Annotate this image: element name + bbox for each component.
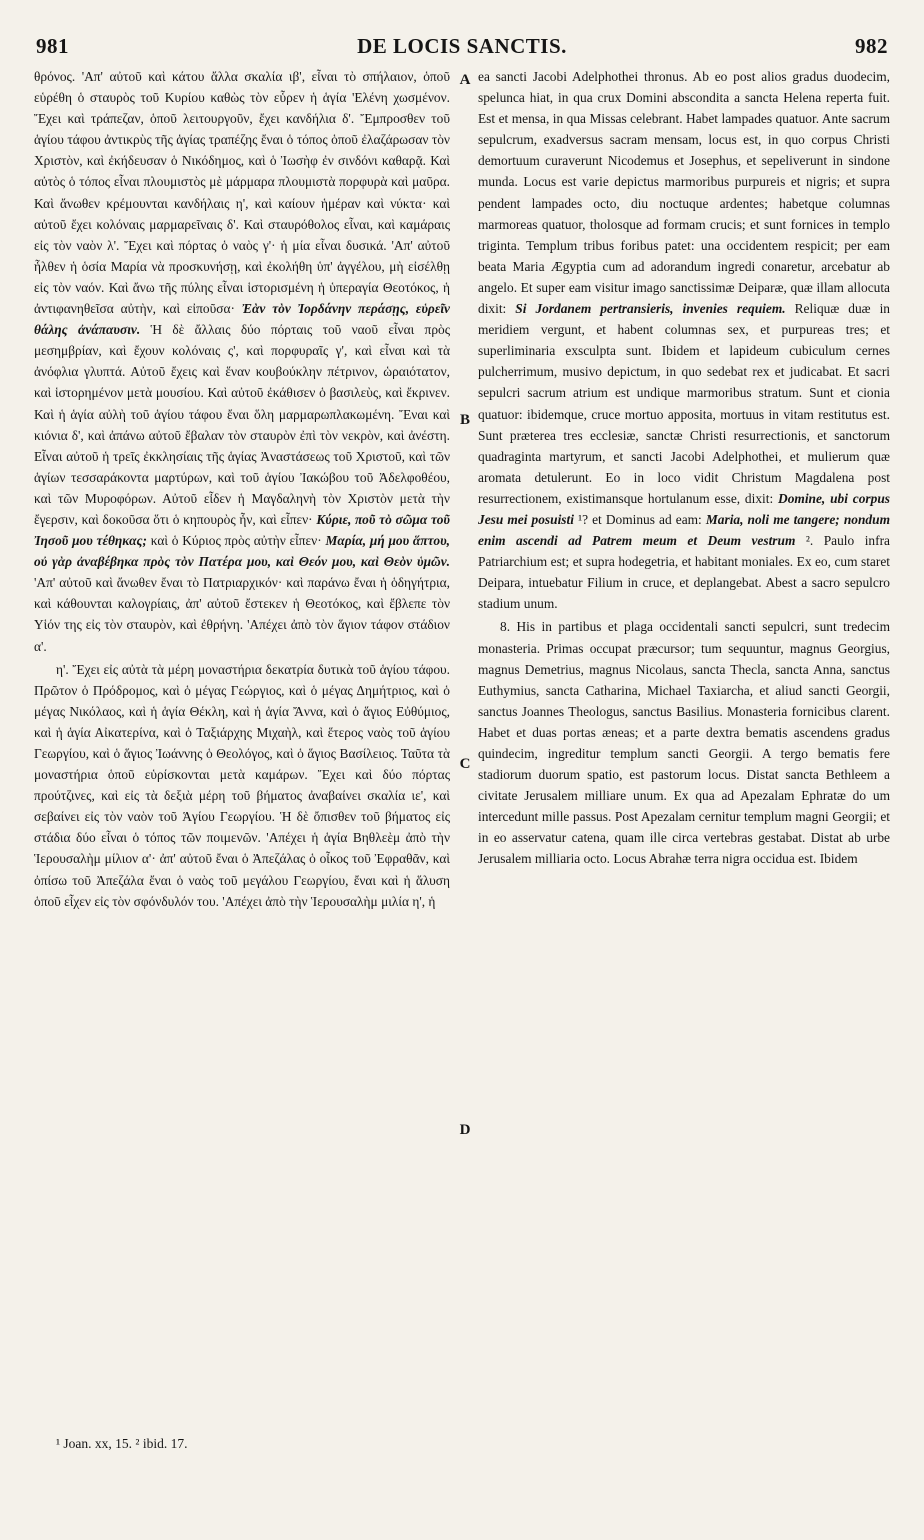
- greek-text-1: θρόνος. 'Απ' αὐτοῦ καὶ κάτου ἄλλα σκαλία ιβ', εἶναι τὸ σπήλαιον, ὁποῦ εὑρέθη ὁ σταυρὸς τοῦ Κυρίου καθὼς τὸν εὗρεν ἡ ἁγία 'Ελένη χωσμένον. Ἔχει καὶ τράπεζαν, ὁποῦ λειτουργοῦν, ἔχει κανδήλια δ'. Ἔμπροσθεν τοῦ ἁγίου τάφου ἀντικρὺς τῆς ἁγίας τραπέζης ἔναι ὁ τόπος ὁποῦ ἐλαζάρωσαν τὸν Χριστὸν, καὶ ἐκήδευσαν ὁ Νικόδημος, καὶ ὁ Ἰωσὴφ ἐν σινδόνι καθαρᾷ. Καὶ αὐτὸς ὁ τόπος εἶναι πλουμιστὸς μὲ μάρμαρα πλουμιστὰ πορφυρὰ καὶ μαῦρα. Καὶ ἄνωθεν κρέμουνται κανδήλαις η', καὶ καίουν ἡμέραν καὶ νύκτα· καὶ αὐτοῦ ἔχει κολόναις μαρμαρεῖναις δ'. Καὶ σταυρόθολος εἶναι, καὶ καμάραις εἰς τὸν ναὸν λ'. Ἔχει καὶ πόρτας ὁ ναὸς γ'· ἡ μία εἶναι δυσικά. 'Απ' αὐτοῦ ἦλθεν ἡ ὁσία Μαρία νὰ προσκυνήσῃ, καὶ ἐκολήθη ὑπ' ἀγγέλου, μὴ εἰσέλθῃ εἰς τὸν ναόν. Καὶ ἄνω τῆς πύλης εἶναι ἱστορισμένη ἡ ὑπεραγία Θεοτόκος, ἡ ἀντιφανηθεῖσα αὐτὴν, καὶ εἰποῦσα·: [34, 69, 450, 317]
- margin-marker-d: D: [459, 1122, 471, 1138]
- latin-quote-3: Maria, noli me tangere; nondum enim ascendi ad Patrem meum et Deum vestrum: [478, 511, 890, 549]
- greek-paragraph: [34, 66, 450, 657]
- greek-quote-3: Μαρία, μή μου ἅπτου, οὐ γὰρ ἀναβέβηκα πρὸς τὸν Πατέρα μου, καὶ Θεόν μου, καὶ Θεὸν ὑμῶν.: [34, 533, 450, 570]
- latin-text-4: ². Paulo infra Patriarchium est; et supra hodegetria, et habitant moniales. Ex eo, cum staret Deipara, intuebatur Filium in cruce, et deplangebat. Abest a sacro sepulcro stadium unum.: [478, 533, 890, 612]
- latin-text-2: Reliquæ duæ in meridiem vergunt, et habent columnas sex, et purpureas tres; et superliminaria exsculpta sunt. Ibidem et lapideum cubiculum cernes pulcherrimum, musivo depictum, in quo sedebat rex et judicabat. Et sacri sepulcri sacrum atrium est undique marmoribus stratum. Sunt et cionia quatuor: ibidemque, cruce mortuo apposita, mortuus in vitam restitutus est. Sunt præterea tres ecclesiæ, sanctæ Christi resurrectionis, et sanctorum quadraginta martyrum, et sancti Jacobi Adelphothei, et mulierum quæ aromata detulerunt. Eo in loco vidit Christum Magdalena post resurrectionem, existimansque hortulanum esse, dixit:: [478, 301, 890, 506]
- greek-quote-1: Ἐὰν τὸν Ἰορδάνην περάσῃς, εὑρεῖν θάλης ἀνάπαυσιν.: [34, 301, 450, 338]
- latin-text-3: ¹? et Dominus ad eam:: [578, 511, 702, 527]
- left-page-number: 981: [36, 34, 69, 58]
- greek-section-8: η'. Ἔχει εἰς αὐτὰ τὰ μέρη μοναστήρια δεκατρία δυτικὰ τοῦ ἁγίου τάφου. Πρῶτον ὁ Πρόδρομος, καὶ ὁ μέγας Γεώργιος, καὶ ὁ μέγας Δημήτριος, καὶ ὁ μέγας Νικόλαος, καὶ ἡ ἁγία Θέκλη, καὶ ἡ ἁγία Ἄννα, καὶ ὁ ἅγιος Εὐθύμιος, καὶ ἡ ἁγία Αἰκατερίνα, καὶ ὁ Ταξιάρχης Μιχαὴλ, καὶ ἕτερος ναὸς τοῦ ἁγίου Γεωργίου, καὶ ὁ ἅγιος Ἰωάννης ὁ Θεολόγος, καὶ ὁ ἅγιος Βασίλειος. Ταῦτα τὰ μοναστήρια ὁποῦ εὑρίσκονται μετὰ καμάρων. Ἔχει καὶ δύο πόρτας προύτζινες, καὶ εἰς τὰ δεξιὰ μέρη τοῦ βήματος ἀναβαίνει σκαλία ιε', καὶ σεβαίνει εἰς τὸν ναὸν τοῦ Ἁγίου Γεωργίου. Ἡ δὲ ὄπισθεν τοῦ βήματος εἰς στάδια δύο εἶναι ὁ τόπος τῶν ποιμενῶν. 'Απέχει ἡ ἁγία Βηθλεὲμ ἀπὸ τὴν Ἱερουσαλὴμ μίλιον α'· ἀπ' αὐτοῦ ἔναι ὁ Ἀπεζάλας ὁ οἶκος τοῦ Ἐφραθᾶν, καὶ ὀπίσω τοῦ Ἀπεζάλα ἔναι ὁ ναὸς τοῦ μεγάλου Γεωργίου, ἔναι καὶ ἡ ἅλυση ὁποῦ εἶχεν εἰς τὸν σφόνδυλόν του. 'Απέχει ἀπὸ τὴν Ἱερουσαλὴμ μιλία η', ἡ: [34, 661, 450, 909]
- latin-column: [478, 66, 890, 870]
- greek-quote-2: Κύριε, ποῦ τὸ σῶμα τοῦ Ἰησοῦ μου τέθηκας;: [34, 511, 450, 549]
- margin-marker-c: C: [459, 756, 471, 772]
- running-title: DE LOCIS SANCTIS.: [357, 34, 567, 58]
- page-header: [36, 34, 888, 58]
- greek-column: [34, 66, 450, 912]
- greek-text-4: 'Απ' αὐτοῦ καὶ ἄνωθεν ἔναι τὸ Πατριαρχικόν· καὶ παράνω ἔναι ἡ ὁδηγήτρια, καὶ κάθουνται καλογρίαις, ἀπ' αὐτοῦ ἔστεκεν ἡ Θεοτόκος, καὶ ἔβλεπε τὸν Υἱόν της εἰς τὸν σταυρὸν, καὶ ἐθρήνη. 'Απέχει ἀπὸ τὸν ἅγιον τάφον στάδιον α'.: [34, 575, 450, 654]
- right-page-number: 982: [855, 34, 888, 58]
- greek-text-3: καὶ ὁ Κύριος πρὸς αὐτὴν εἶπεν·: [150, 533, 322, 549]
- footnotes: ¹ Joan. xx, 15. ² ibid. 17.: [56, 1436, 188, 1451]
- latin-quote-1: Si Jordanem pertransieris, invenies requiem.: [515, 301, 786, 317]
- margin-marker-b: B: [459, 412, 470, 428]
- latin-quote-2: Domine, ubi corpus Jesu mei posuisti: [478, 490, 890, 527]
- latin-section-8: 8. His in partibus et plaga occidentali sancti sepulcri, sunt tredecim monasteria. Primas occupat præcursor; tum sequuntur, magnus Georgius, magnus Demetrius, magnus Nicolaus, sancta Thecla, sancta Anna, sanctus Euthymius, sancta Catharina, Michael Taxiarcha, et aliud sancti Georgii, sanctus Joannes Theologus, sanctus Basilius. Monasteria fornicibus clarent. Habet et duas portas æneas; et a parte dextra bematis ascendens gradus quindecim, ingreditur templum sancti Georgii. A tergo bematis fere stadiorum duorum spatio, est pastorum locus. Distat sancta Bethleem a civitate Jerusalem milliare unum. Ex qua ad Apezalam Ephratæ do um intercedunt mille passus. Post Apezalam cernitur templum magni Georgii; et in eo asservatur catena, quam ille circa vertebras gestabat. Distat ab urbe Jerusalem milliaria octo. Locus Abrahæ terra nigra occidua est. Ibidem: [478, 619, 890, 867]
- latin-paragraph: [478, 66, 890, 614]
- latin-text-1: ea sancti Jacobi Adelphothei thronus. Ab eo post alios gradus duodecim, spelunca hiat, in qua crux Domini abscondita a sancta Helena reperta fuit. Est et mensa, in qua Missas celebrant. Habet lampades quatuor. Ante sacrum sepulcrum, exadversus sacram mensam, locus est, in quo corpus Christi demortuum curaverunt Nicodemus et Josephus, et sepeliverunt in sindone munda. Locus est varie depictus marmoribus purpureis et nigris; et supra pendent lampades octo, diu noctuque ardentes; habetque columnas marmoreas quatuor, tholosque ad formam crucis; et sunt fornices in templo triginta. Templum tribus foribus patet: una occidentem respicit; per eam beata Maria Ægyptia cum ad adorandum ingredi conaretur, arcebatur ab angelo. Et super eam visitur imago sanctissimæ Deiparæ, quæ illam allocuta dixit:: [478, 69, 890, 317]
- margin-marker-a: A: [459, 72, 471, 88]
- greek-text-2: Ἡ δὲ ἄλλαις δύο πόρταις τοῦ ναοῦ εἶναι πρὸς μεσημβρίαν, καὶ ἔχουν κολόναις ς', καὶ πορφυραῖς γ', καὶ εἶναι καὶ τὰ ἀνόφλια γλυπτά. Αὐτοῦ ἔχεις καὶ ἕναν κουβούκλην πέτρινον, ὡραιότατον, καὶ ἱστορημένον μετὰ μουσίου. Καὶ αὐτοῦ ἐκάθισεν ὁ βασιλεὺς, καὶ ἔκρινεν. Καὶ ἡ ἁγία αὐλὴ τοῦ ἁγίου τάφου ἔναι ὅλη μαρμαρωπλακωμένη. Ἔναι καὶ κιόνια δ', καὶ ἀπάνω αὐτοῦ ἔβαλαν τὸν σταυρὸν ἐπὶ τὸν νεκρὸν, καὶ ἀνέστη. Εἶναι αὐτοῦ ἡ τρεῖς ἐκκλησίαις τῆς ἁγίας Ἀναστάσεως τοῦ Χριστοῦ, καὶ τῶν ἁγίων τεσσαράκοντα μαρτύρων, καὶ τοῦ ἁγίου Ἰακώβου τοῦ Ἀδελφοθέου, καὶ τῶν Μυροφόρων. Αὐτοῦ εἶδεν ἡ Μαγδαληνὴ τὸν Χριστὸν μετὰ τὴν ἔγερσιν, καὶ δοκοῦσα ὅτι ὁ κηπουρὸς ἦν, καὶ εἶπεν·: [34, 322, 450, 527]
